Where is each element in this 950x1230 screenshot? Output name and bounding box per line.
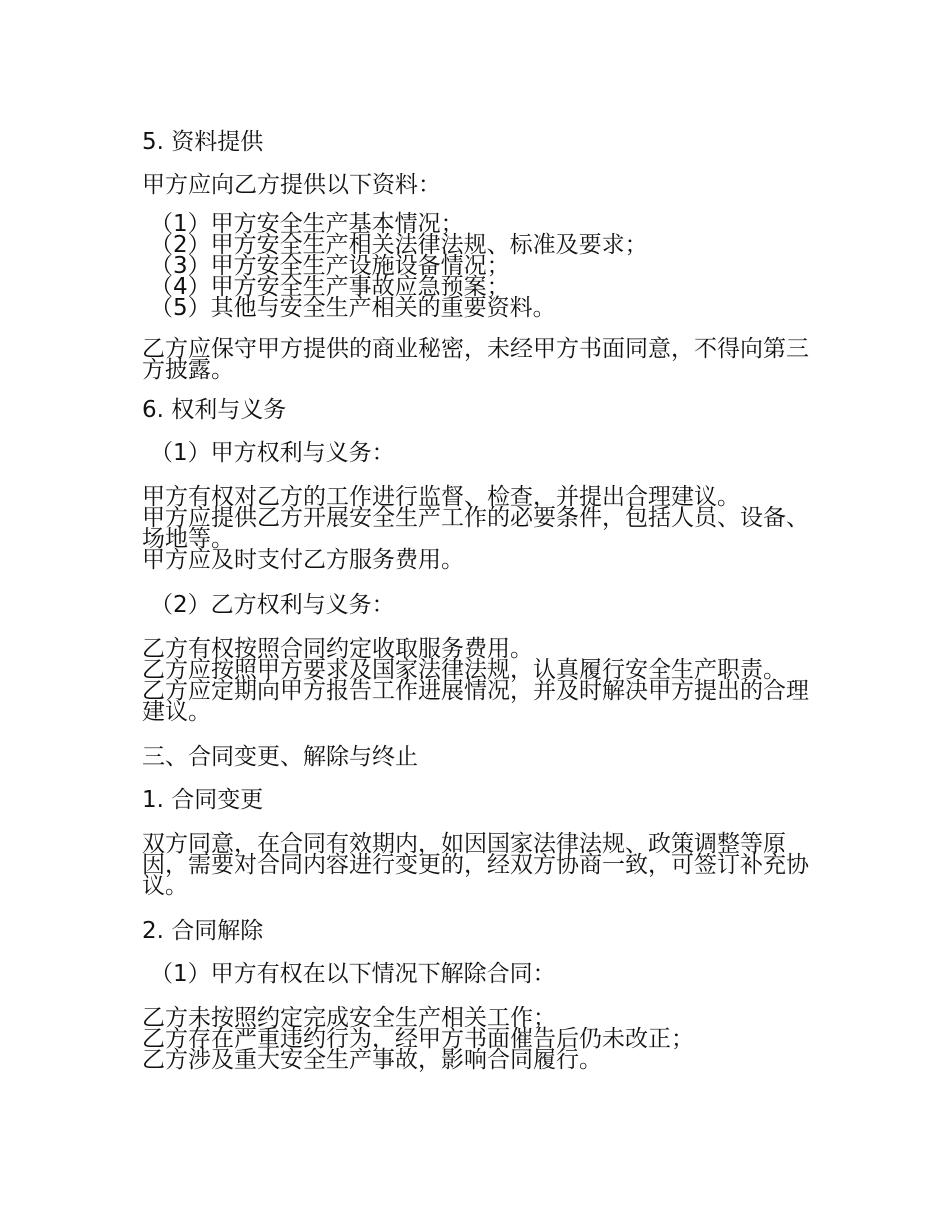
party-b-list <box>142 636 812 725</box>
list-item: （3）甲方安全生产设施设备情况； <box>150 253 510 279</box>
contract-termination-heading: 2. 合同解除 <box>142 918 264 944</box>
list-item: 乙方未按照约定完成安全生产相关工作； <box>142 1005 556 1031</box>
party-a-title: （1）甲方权利与义务： <box>150 440 395 466</box>
section-5-intro: 甲方应向乙方提供以下资料： <box>142 172 441 198</box>
party-a-list <box>142 484 812 573</box>
confidentiality-paragraph: 乙方应保守甲方提供的商业秘密，未经甲方书面同意，不得向第三方披露。 <box>142 336 809 383</box>
list-item: （2）甲方安全生产相关法律法规、标准及要求； <box>150 232 648 258</box>
list-item: 甲方应提供乙方开展安全生产工作的必要条件，包括人员、设备、场地等。 <box>142 505 809 552</box>
list-item: （4）甲方安全生产事故应急预案； <box>150 274 510 300</box>
chapter-3-heading: 三、合同变更、解除与终止 <box>142 744 418 770</box>
list-item: （1）甲方安全生产基本情况； <box>150 211 464 237</box>
section-5-heading: 5. 资料提供 <box>142 129 264 155</box>
contract-change-paragraph: 双方同意，在合同有效期内，如因国家法律法规、政策调整等原因，需要对合同内容进行变更的，经双方协商一致，可签订补充协议。 <box>142 831 809 899</box>
list-item: 乙方涉及重大安全生产事故，影响合同履行。 <box>142 1047 602 1073</box>
contract-change-heading: 1. 合同变更 <box>142 787 264 813</box>
list-item: 乙方存在严重违约行为，经甲方书面催告后仍未改正； <box>142 1026 694 1052</box>
list-item: 乙方应定期向甲方报告工作进展情况，并及时解决甲方提出的合理建议。 <box>142 678 809 725</box>
section-5-list <box>142 211 812 321</box>
list-item: 乙方应按照甲方要求及国家法律法规，认真履行安全生产职责。 <box>142 657 786 683</box>
termination-title: （1）甲方有权在以下情况下解除合同： <box>150 961 556 987</box>
list-item: （5）其他与安全生产相关的重要资料。 <box>150 295 556 321</box>
termination-list <box>142 1005 812 1073</box>
list-item: 甲方应及时支付乙方服务费用。 <box>142 547 464 573</box>
document-page <box>142 128 812 1071</box>
section-6-heading: 6. 权利与义务 <box>142 397 287 423</box>
list-item: 甲方有权对乙方的工作进行监督、检查，并提出合理建议。 <box>142 484 740 510</box>
list-item: 乙方有权按照合同约定收取服务费用。 <box>142 636 533 662</box>
party-b-title: （2）乙方权利与义务： <box>150 592 395 618</box>
